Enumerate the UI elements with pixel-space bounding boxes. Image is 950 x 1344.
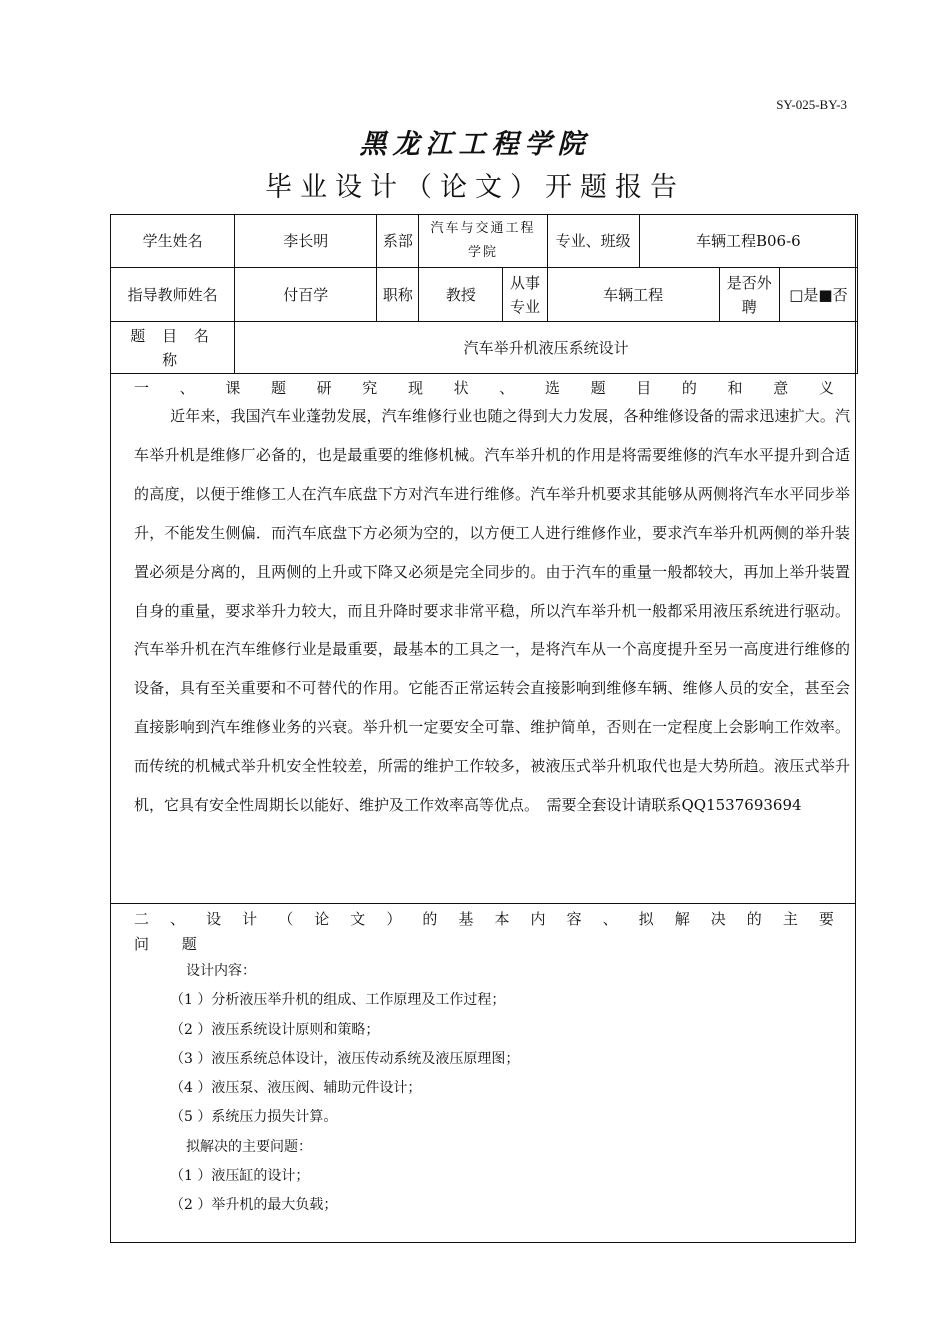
rank-label: 职称 (377, 268, 419, 322)
list-item: （4 ）液压泵、液压阀、辅助元件设计； (170, 1080, 422, 1097)
heading-char: 一 (134, 379, 150, 397)
heading-char: 的 (422, 910, 438, 928)
list-item: （2 ）举升机的最大负载； (170, 1197, 338, 1214)
external-label: 是否外聘 (719, 268, 779, 322)
rank-value: 教授 (419, 268, 503, 322)
dept-label: 系部 (377, 215, 419, 268)
section2-heading-line2: 问 题 (134, 935, 211, 953)
heading-char: 基 (458, 910, 474, 928)
list-item: （3 ）液压系统总体设计，液压传动系统及液压原理图； (170, 1050, 520, 1067)
heading-char: 解 (674, 910, 690, 928)
dept-value: 汽车与交通工程学院 (419, 215, 547, 268)
list-item: （1 ）液压缸的设计； (170, 1168, 310, 1185)
section2-list (170, 957, 830, 1221)
section2-heading (134, 908, 834, 954)
list-item: （2 ）液压系统设计原则和策略； (170, 1021, 380, 1038)
school-name-calligraphy: 黑龙江工程学院 (359, 129, 591, 160)
heading-char: 目 (636, 379, 652, 397)
topic-value: 汽车举升机液压系统设计 (235, 322, 858, 374)
heading-char: （ (278, 910, 294, 928)
document-code: SY-025-BY-3 (776, 97, 847, 112)
heading-char: 文 (350, 910, 366, 928)
heading-char: 拟 (638, 910, 654, 928)
heading-char: 题 (590, 379, 606, 397)
problems-label: 拟解决的主要问题： (186, 1138, 312, 1155)
major-value: 车辆工程B06-6 (639, 215, 857, 268)
document-title: 毕业设计（论文）开题报告 (265, 172, 685, 203)
topic-label: 题 目 名 称 (111, 322, 235, 374)
section-divider (110, 903, 856, 904)
section1-text: 近年来，我国汽车业蓬勃发展，汽车维修行业也随之得到大力发展，各种维修设备的需求迅速扩大。汽车举升机是维修厂必备的，也是最重要的维修机械。汽车举升机的作用是将需要维修的汽车水平提升到合适的高度，以便于维修工人在汽车底盘下方对汽车进行维修。汽车举升机要求其能够从两侧将汽车水平同步举升，不能发生侧偏．而汽车底盘下方必须为空的，以方便工人进行维修作业，要求汽车举升机两侧的举升装置必须是分离的，且两侧的上升或下降又必须是完全同步的。由于汽车的重量一般都较大，再加上举升装置自身的重量，要求举升力较大，而且升降时要求非常平稳，所以汽车举升机一般都采用液压系统进行驱动。汽车举升机在汽车维修行业是最重要，最基本的工具之一，是将汽车从一个高度提升至另一高度进行维修的设备，具有至关重要和不可替代的作用。它能否正常运转会直接影响到维修车辆、维修人员的安全，甚至会直接影响到汽车维修业务的兴衰。举升机一定要安全可靠、维护简单，否则在一定程度上会影响工作效率。而传统的机械式举升机安全性较差，所需的维护工作较多，被液压式举升机取代也是大势所趋。液压式举升机，它具有安全性周期长以能好、维护及工作效率高等优点。 需要全套设计请联系QQ1537693694 (134, 407, 850, 815)
heading-char: 究 (362, 379, 378, 397)
heading-char: 意 (773, 379, 789, 397)
heading-char: 设 (206, 910, 222, 928)
heading-char: 的 (746, 910, 762, 928)
heading-char: 决 (710, 910, 726, 928)
student-name: 李长明 (235, 215, 377, 268)
heading-char: 论 (314, 910, 330, 928)
heading-char: 义 (818, 379, 834, 397)
info-table (110, 214, 858, 374)
list-item: （1 ）分析液压举升机的组成、工作原理及工作过程； (170, 992, 506, 1009)
heading-char: 主 (782, 910, 798, 928)
table-row (111, 268, 858, 322)
heading-char: 研 (316, 379, 332, 397)
heading-char: 容 (566, 910, 582, 928)
heading-char: 选 (544, 379, 560, 397)
heading-char: 内 (530, 910, 546, 928)
heading-char: 要 (818, 910, 834, 928)
heading-char: ） (386, 910, 402, 928)
table-row (111, 322, 858, 374)
content-label: 设计内容： (186, 963, 256, 979)
field-label: 从事专业 (503, 268, 547, 322)
section1-body (134, 397, 850, 825)
heading-char: 、 (499, 379, 515, 397)
heading-char: 课 (225, 379, 241, 397)
student-label: 学生姓名 (111, 215, 235, 268)
table-row (111, 215, 858, 268)
heading-char: 、 (179, 379, 195, 397)
list-item: （5 ）系统压力损失计算。 (170, 1109, 338, 1126)
heading-char: 的 (681, 379, 697, 397)
major-label: 专业、班级 (547, 215, 639, 268)
section1-heading-text (134, 377, 834, 398)
heading-char: 本 (494, 910, 510, 928)
heading-char: 、 (170, 910, 186, 928)
heading-char: 和 (727, 379, 743, 397)
advisor-label: 指导教师姓名 (111, 268, 235, 322)
field-value: 车辆工程 (547, 268, 719, 322)
heading-char: 题 (270, 379, 286, 397)
external-value: □是■否 (779, 268, 857, 322)
section1-heading (134, 377, 834, 398)
heading-char: 状 (453, 379, 469, 397)
heading-char: 现 (407, 379, 423, 397)
section2-heading-line1 (134, 908, 834, 929)
heading-char: 、 (602, 910, 618, 928)
heading-char: 计 (242, 910, 258, 928)
advisor-name: 付百学 (235, 268, 377, 322)
heading-char: 二 (134, 910, 150, 928)
